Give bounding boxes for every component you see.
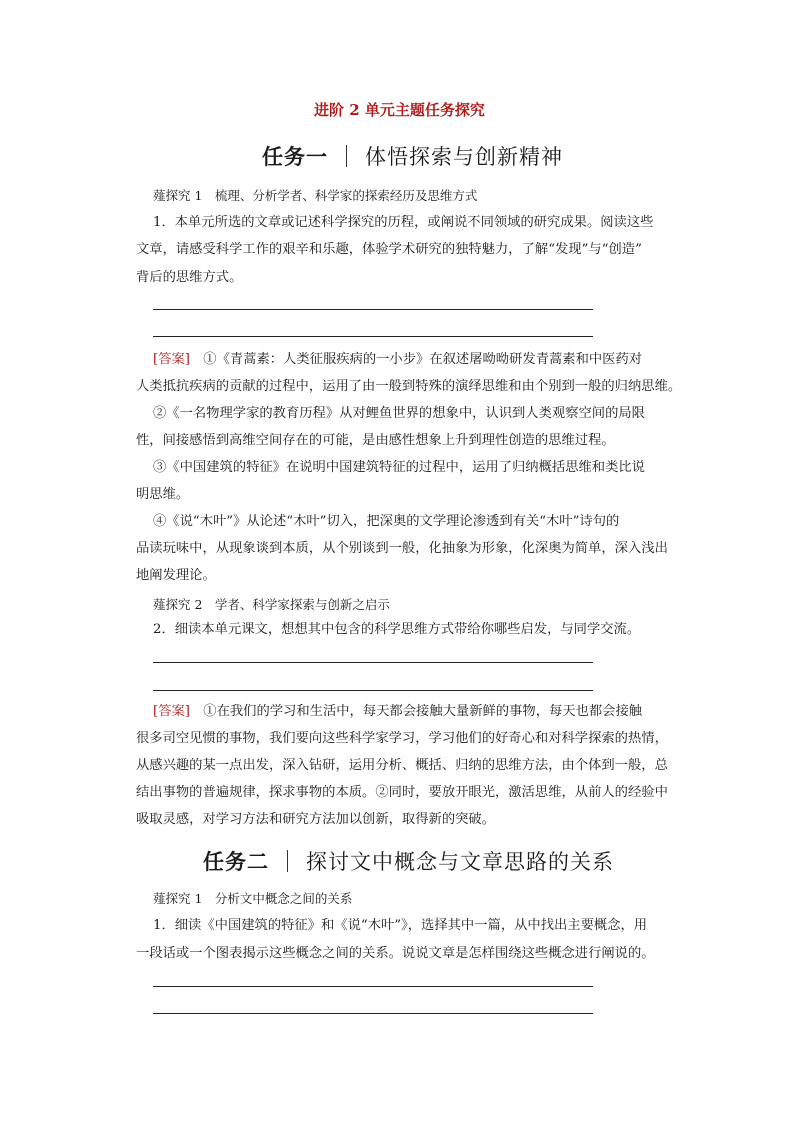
- task1-label: 任务一: [262, 144, 328, 169]
- answer-line: ③《中国建筑的特征》在说明中国建筑特征的过程中，运用了归纳概括思维和类比说: [153, 460, 645, 475]
- answer-blank-line: [153, 1013, 593, 1014]
- task2-separator: [287, 850, 288, 872]
- task1-answer1-line: [153, 346, 642, 374]
- question-line: 文章，请感受科学工作的艰辛和乐趣，体验学术研究的独特魅力，了解“发现”与“创造”: [136, 242, 642, 257]
- answer-blank-line: [153, 986, 593, 987]
- answer-line: 明思维。: [136, 487, 190, 502]
- answer-line: 品读玩味中，从现象谈到本质，从个别谈到一般，化抽象为形象，化深奥为简单，深入浅出: [136, 541, 668, 556]
- answer-line: 吸取灵感，对学习方法和研究方法加以创新，取得新的突破。: [136, 812, 496, 827]
- task2-explore1-heading: 薤探究 1 分析文中概念之间的关系: [153, 891, 353, 906]
- question-line: 1．细读《中国建筑的特征》和《说“木叶”》，选择其中一篇，从中找出主要概念，用: [153, 918, 648, 933]
- task2-label: 任务二: [203, 849, 269, 874]
- answer-text: ①在我们的学习和生活中，每天都会接触大量新鲜的事物，每天也都会接触: [203, 704, 643, 719]
- task1-name: 体悟探索与创新精神: [365, 145, 563, 169]
- task2-heading: [203, 846, 614, 876]
- answer-text: ①《青蒿素：人类征服疾病的一小步》在叙述屠呦呦研发青蒿素和中医药对: [203, 352, 643, 367]
- answer-line: ②《一名物理学家的教育历程》从对鲤鱼世界的想象中，认识到人类观察空间的局限: [153, 406, 645, 421]
- answer-line: 性，间接感悟到高维空间存在的可能，是由感性想象上升到理性创造的思维过程。: [136, 433, 615, 448]
- task2-name: 探讨文中概念与文章思路的关系: [306, 850, 614, 874]
- task1-answer2-line: [153, 698, 642, 726]
- task1-explore2-heading: 薤探究 2 学者、科学家探索与创新之启示: [153, 597, 390, 612]
- answer-label: [答案]: [153, 704, 190, 719]
- answer-line: 结出事物的普遍规律，探求事物的本质。②同时，要放开眼光，激活思维，从前人的经验中: [136, 785, 668, 800]
- answer-line: 人类抵抗疾病的贡献的过程中，运用了由一般到特殊的演绎思维和由个别到一般的归纳思维。: [136, 379, 682, 394]
- question-line: 背后的思维方式。: [136, 270, 243, 285]
- task1-heading: [262, 141, 563, 171]
- task1-explore1-question: [153, 209, 683, 237]
- answer-blank-line: [153, 336, 593, 337]
- task1-explore1-heading: 薤探究 1 梳理、分析学者、科学家的探索经历及思维方式: [153, 188, 478, 203]
- task1-explore2-question: 2．细读本单元课文，想想其中包含的科学思维方式带给你哪些启发，与同学交流。: [153, 622, 641, 637]
- unit-subtitle: 进阶 2 单元主题任务探究: [314, 101, 485, 119]
- answer-line: ④《说“木叶”》从论述“木叶”切入，把深奥的文学理论渗透到有关“木叶”诗句的: [153, 514, 620, 529]
- answer-blank-line: [153, 690, 593, 691]
- answer-line: 从感兴趣的某一点出发，深入钻研，运用分析、概括、归纳的思维方法，由个体到一般，总: [136, 758, 668, 773]
- task1-separator: [346, 145, 347, 167]
- answer-blank-line: [153, 662, 593, 663]
- question-line: 1．本单元所选的文章或记述科学探究的历程，或阐说不同领域的研究成果。阅读这些: [153, 215, 654, 230]
- answer-line: 地阐发理论。: [136, 568, 216, 583]
- question-line: 一段话或一个图表揭示这些概念之间的关系。说说文章是怎样围绕这些概念进行阐说的。: [136, 946, 655, 961]
- answer-label: [答案]: [153, 352, 190, 367]
- answer-blank-line: [153, 309, 593, 310]
- answer-line: 很多司空见惯的事物，我们要向这些科学家学习，学习他们的好奇心和对科学探索的热情，: [136, 731, 668, 746]
